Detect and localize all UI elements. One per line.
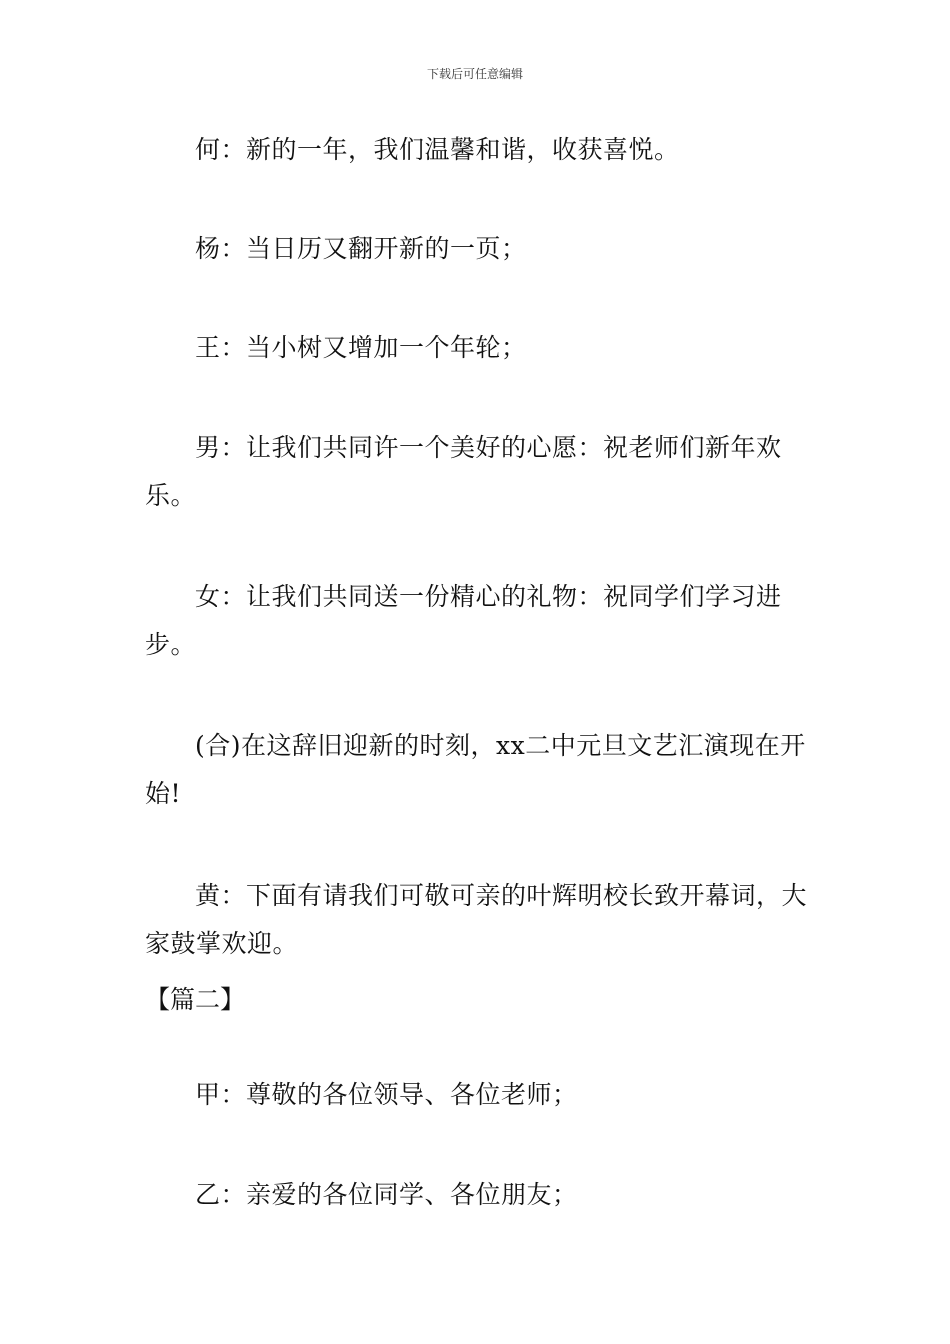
paragraph-he-chorus: (合)在这辞旧迎新的时刻，xx二中元旦文艺汇演现在开始! — [145, 731, 806, 808]
page-header: 下载后可任意编辑 — [426, 67, 523, 81]
paragraph-huang: 黄：下面有请我们可敬可亲的叶辉明校长致开幕词，大家鼓掌欢迎。 — [145, 881, 808, 958]
section-heading: 【篇二】 — [145, 985, 246, 1014]
paragraph-nv: 女：让我们共同送一份精心的礼物：祝同学们学习进步。 — [145, 582, 782, 659]
paragraph-yi: 乙：亲爱的各位同学、各位朋友； — [195, 1180, 578, 1209]
paragraph-jia: 甲：尊敬的各位领导、各位老师； — [195, 1080, 578, 1109]
paragraph-yang: 杨：当日历又翻开新的一页； — [195, 234, 527, 263]
paragraph-he: 何：新的一年，我们温馨和谐，收获喜悦。 — [195, 135, 680, 164]
paragraph-wang: 王：当小树又增加一个年轮； — [195, 333, 527, 362]
paragraph-nan: 男：让我们共同许一个美好的心愿：祝老师们新年欢乐。 — [145, 433, 782, 510]
